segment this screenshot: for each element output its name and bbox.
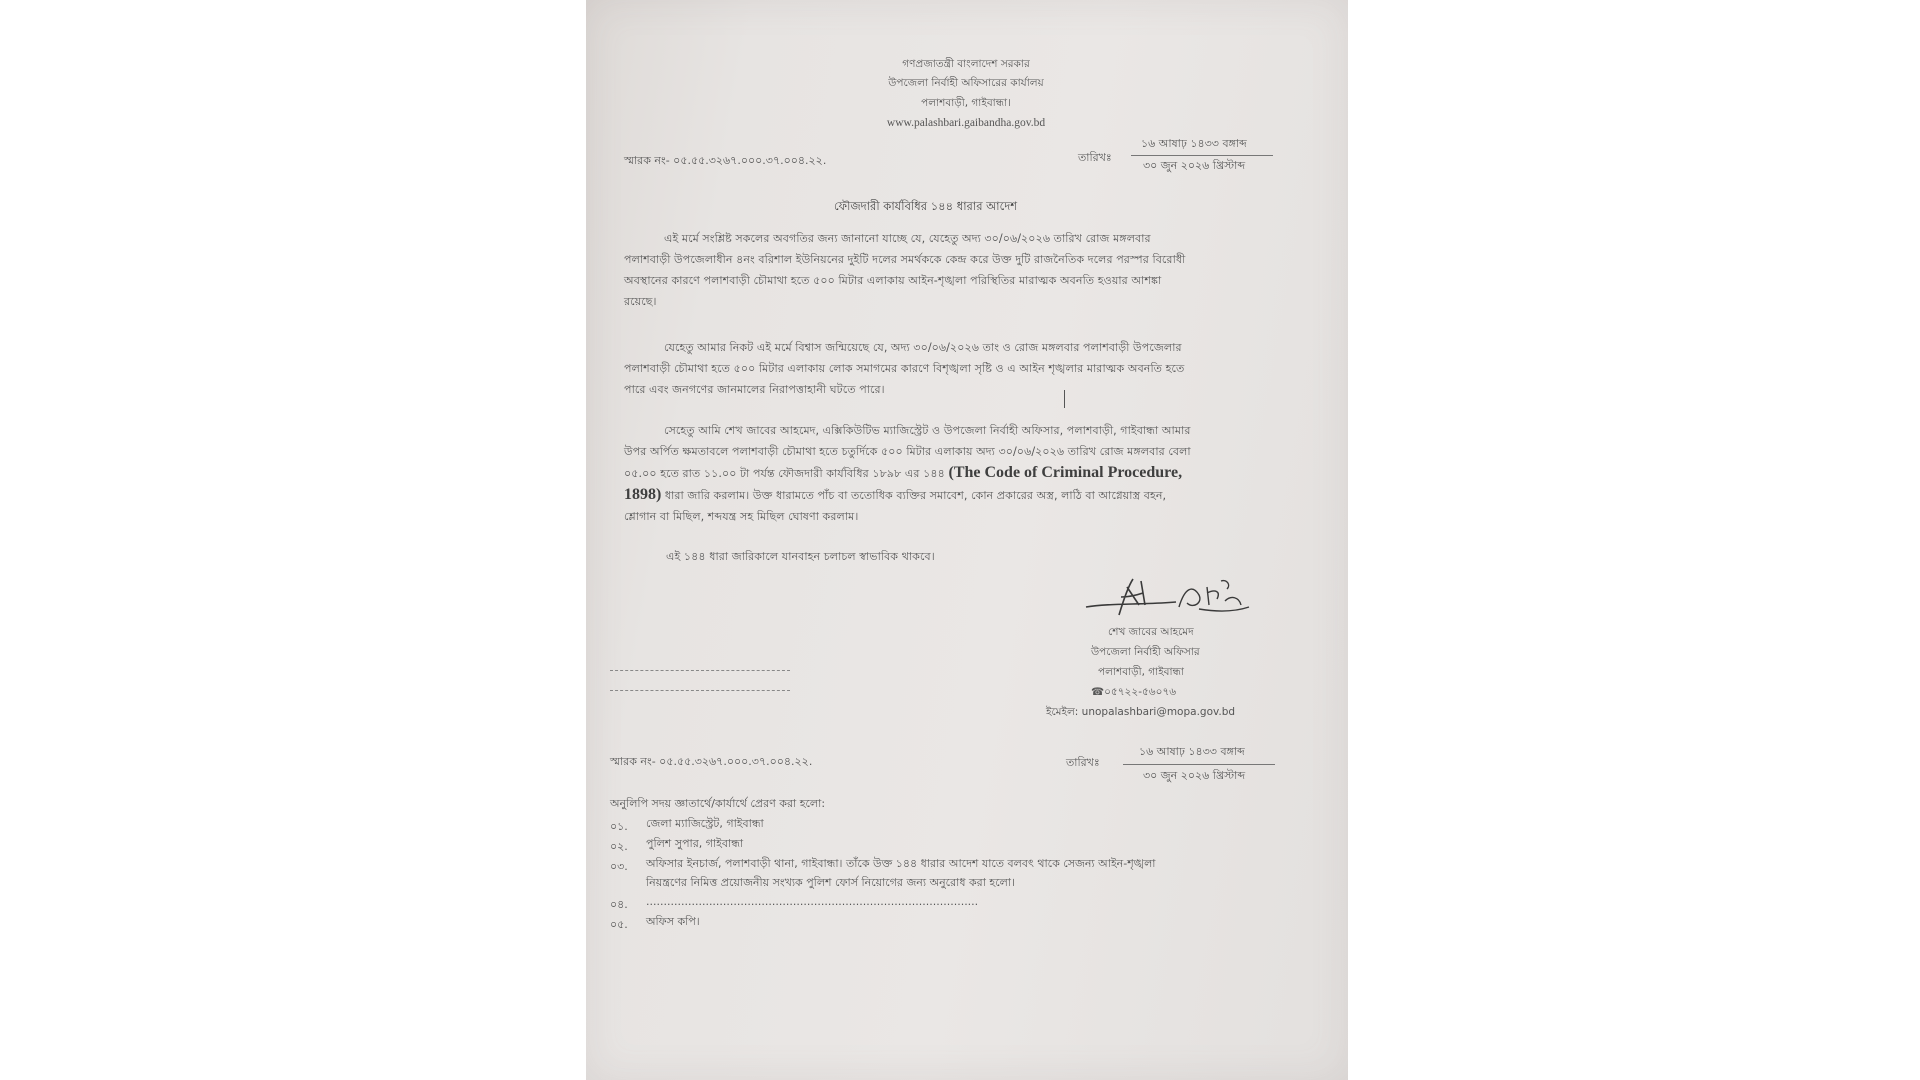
distribution-item: পুলিশ সুপার, গাইবান্ধা [646, 837, 744, 850]
paragraph-3-line: সেহেতু আমি শেখ জাবের আহমেদ, এক্সিকিউটিভ ম্যাজিস্ট্রেট ও উপজেলা নির্বাহী অফিসার, পলাশবাড়ী, গাইবান্ধা আমার [664, 424, 1191, 437]
memo-reference-2: স্মারক নং- ০৫.৫৫.৩২৬৭.০০০.৩৭.০০৪.২২. [610, 755, 813, 768]
distribution-num: ০২. [610, 840, 628, 853]
date-divider [1131, 155, 1273, 156]
paragraph-1 [624, 228, 1304, 312]
distribution-num: ০৫. [610, 918, 628, 931]
distribution-num: ০১. [610, 820, 628, 833]
paragraph-1-line: রয়েছে। [624, 295, 657, 308]
header-line-place: পলাশবাড়ী, গাইবান্ধা। [921, 97, 1011, 109]
paragraph-2-line: যেহেতু আমার নিকট এই মর্মে বিশ্বাস জন্মিয়েছে যে, অদ্য ৩০/০৬/২০২৬ তাং ও রোজ মঙ্গলবার পলাশবাড়ী উপজেলার [664, 341, 1182, 354]
code-citation-year: 1898) [624, 486, 662, 503]
date-english: ৩০ জুন ২০২৬ খ্রিস্টাব্দ [1143, 159, 1246, 172]
distribution-item: নিয়ন্ত্রণের নিমিত্ত প্রয়োজনীয় সংখ্যক পুলিশ ফোর্স নিয়োগের জন্য অনুরোধ করা হলো। [646, 876, 1015, 889]
date-label: তারিখঃ [1078, 151, 1112, 164]
paragraph-3-line: শ্লোগান বা মিছিল, শব্দযন্ত্র সহ মিছিল ঘোষণা করলাম। [624, 510, 859, 523]
signatory-phone: ☎০৫৭২২-৫৬০৭৬ [1091, 686, 1177, 698]
distribution-item: জেলা ম্যাজিস্ট্রেট, গাইবান্ধা [646, 817, 764, 830]
distribution-item: ............................................................................................... [646, 895, 979, 908]
paragraph-1-line: এই মর্মে সংশ্লিষ্ট সকলের অবগতির জন্য জানানো যাচ্ছে যে, যেহেতু অদ্য ৩০/০৬/২০২৬ তারিখ রোজ মঙ্গলবার [664, 232, 1151, 245]
distribution-heading: অনুলিপি সদয় জ্ঞাতার্থে/কার্যার্থে প্রেরণ করা হলো: [610, 797, 826, 810]
signatory-email: ইমেইল: unopalashbari@mopa.gov.bd [1046, 706, 1236, 718]
paragraph-2-line: পারে এবং জনগণের জানমালের নিরাপত্তাহানী ঘটতে পারে। [624, 383, 885, 396]
paragraph-3-text: ০৫.০০ হতে রাত ১১.০০ টা পর্যন্ত ফৌজদারী কার্যবিধির ১৮৯৮ এর ১৪৪ [624, 467, 945, 480]
date-bangla-2: ১৬ আষাঢ় ১৪৩৩ বঙ্গাব্দ [1139, 745, 1245, 758]
document-page [586, 0, 1348, 1080]
signatory-designation: উপজেলা নির্বাহী অফিসার [1091, 646, 1200, 658]
paragraph-3 [624, 420, 1304, 527]
paragraph-1-line: অবস্থানের কারণে পলাশবাড়ী চৌমাথা হতে ৫০০ মিটার এলাকায় আইন-শৃঙ্খলা পরিস্থিতির মারাত্মক অবনতি হওয়ার আশঙ্কা [624, 274, 1162, 287]
memo-reference: স্মারক নং- ০৫.৫৫.৩২৬৭.০০০.৩৭.০০৪.২২. [624, 154, 827, 167]
signatory-place: পলাশবাড়ী, গাইবান্ধা [1098, 666, 1184, 678]
paragraph-3-text: ধারা জারি করলাম। উক্ত ধারামতে পাঁচ বা ততোধিক ব্যক্তির সমাবেশ, কোন প্রকারের অস্ত্র, লাঠি বা আগ্নেয়াস্ত্র বহন, [664, 489, 1167, 502]
signature-scribble [1081, 575, 1251, 625]
paragraph-3-line [624, 484, 1304, 506]
blank-line [610, 690, 790, 691]
paragraph-2-line: পলাশবাড়ী চৌমাথা হতে ৫০০ মিটার এলাকায় লোক সমাগমের কারণে বিশৃঙ্খলা সৃষ্টি ও এ আইন শৃঙ্খলার মারাত্মক অবনতি হতে [624, 362, 1185, 375]
code-citation: (The Code of Criminal Procedure, [948, 464, 1183, 481]
date-english-2: ৩০ জুন ২০২৬ খ্রিস্টাব্দ [1143, 769, 1246, 782]
header-line-govt: গণপ্রজাতন্ত্রী বাংলাদেশ সরকার [902, 58, 1030, 70]
date-label-2: তারিখঃ [1066, 756, 1100, 769]
paragraph-2 [624, 337, 1304, 400]
header-line-office: উপজেলা নির্বাহী অফিসারের কার্যালয় [888, 77, 1044, 89]
distribution-num: ০৩. [610, 860, 628, 873]
date-divider-2 [1123, 764, 1275, 765]
paragraph-3-line: উপর অর্পিত ক্ষমতাবলে পলাশবাড়ী চৌমাথা হতে চতুর্দিকে ৫০০ মিটার এলাকায় অদ্য ৩০/০৬/২০২৬ তারিখ রোজ মঙ্গলবার বেলা [624, 445, 1191, 458]
paragraph-1-line: পলাশবাড়ী উপজেলাধীন ৪নং বরিশাল ইউনিয়নের দুইটি দলের সমর্থককে কেন্দ্র করে উক্ত দুটি রাজনৈতিক দলের পরস্পর বিরোধী [624, 253, 1186, 266]
blank-line [610, 670, 790, 671]
distribution-item: অফিসার ইনচার্জ, পলাশবাড়ী থানা, গাইবান্ধা। তাঁকে উক্ত ১৪৪ ধারার আদেশ যাতে বলবৎ থাকে সেজন্য আইন-শৃঙ্খলা [646, 857, 1156, 870]
order-title: ফৌজদারী কার্যবিধির ১৪৪ ধারার আদেশ [834, 199, 1018, 213]
header-website: www.palashbari.gaibandha.gov.bd [886, 117, 1046, 129]
date-bangla: ১৬ আষাঢ় ১৪৩৩ বঙ্গাব্দ [1141, 137, 1247, 150]
paragraph-3-line [624, 462, 1304, 484]
pen-mark [1064, 390, 1065, 408]
distribution-item: অফিস কপি। [646, 915, 700, 928]
distribution-num: ০৪. [610, 898, 628, 911]
signatory-name: শেখ জাবের আহমেদ [1108, 626, 1194, 638]
paragraph-4: এই ১৪৪ ধারা জারিকালে যানবাহন চলাচল স্বাভাবিক থাকবে। [666, 550, 935, 563]
